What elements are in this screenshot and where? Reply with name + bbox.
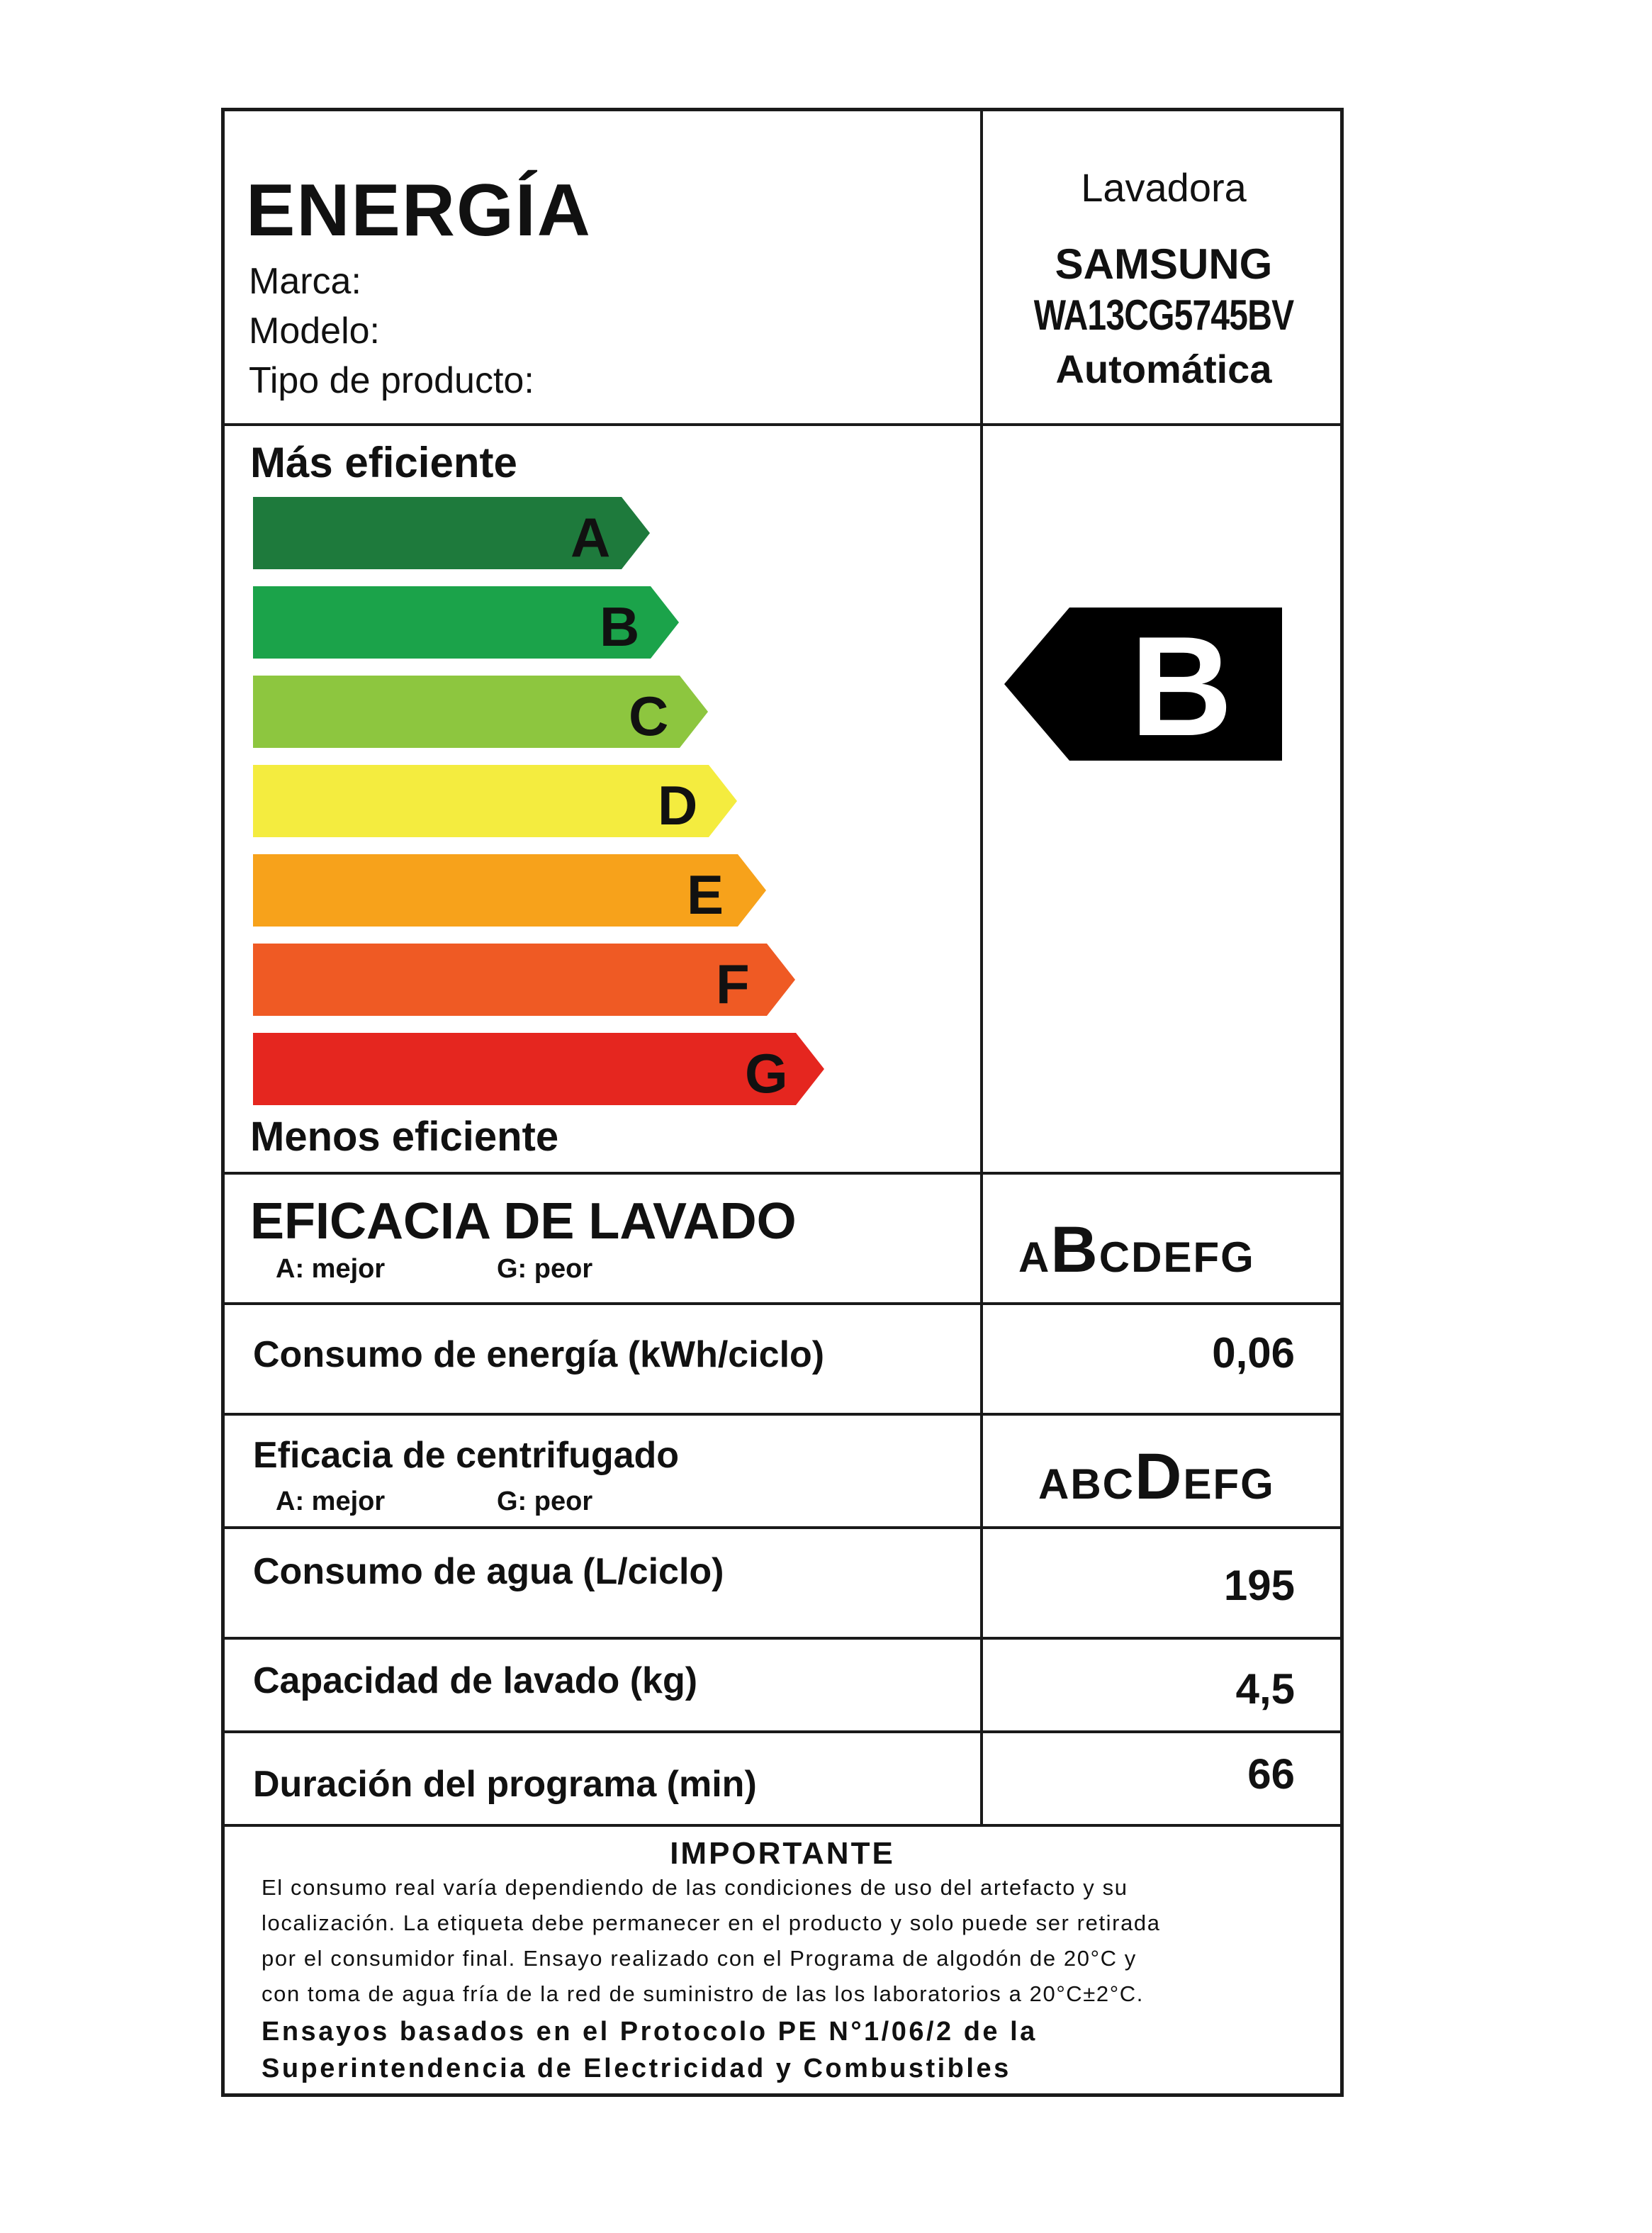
water-consumption-value: 195 xyxy=(1223,1562,1295,1609)
energy-class-letter: G xyxy=(745,1042,788,1104)
scale-bottom-label: Menos eficiente xyxy=(250,1114,559,1160)
rating-letter: B xyxy=(1130,608,1233,761)
energy-class-bar-b xyxy=(253,586,679,659)
washing-worst-note: G: peor xyxy=(497,1254,593,1284)
energy-class-letter: D xyxy=(658,774,698,836)
spin-best-note: A: mejor xyxy=(276,1487,386,1516)
spin-efficacy-scale xyxy=(1038,1440,1275,1513)
divider xyxy=(225,1824,1340,1827)
energy-class-bar-g xyxy=(253,1033,824,1105)
divider xyxy=(225,1730,1340,1733)
washing-efficacy-label: EFICACIA DE LAVADO xyxy=(250,1193,797,1250)
highlighted-class: B xyxy=(1050,1214,1099,1286)
energy-consumption-value: 0,06 xyxy=(1212,1329,1295,1377)
capacity-label: Capacidad de lavado (kg) xyxy=(253,1660,698,1701)
energy-consumption-label: Consumo de energía (kWh/ciclo) xyxy=(253,1334,825,1375)
divider xyxy=(225,1302,1340,1305)
note-line: con toma de agua fría de la red de suministro de las los laboratorios a 20°C±2°C. xyxy=(262,1981,1144,2006)
product-type-label: Tipo de producto: xyxy=(249,360,534,401)
energy-class-letter: C xyxy=(629,685,669,747)
important-title: IMPORTANTE xyxy=(670,1836,895,1871)
brand-value: SAMSUNG xyxy=(1055,240,1273,288)
energy-class-bar-e xyxy=(253,854,766,927)
energy-class-bar-f xyxy=(253,944,795,1016)
label-title: ENERGÍA xyxy=(246,169,592,252)
note-line: localización. La etiqueta debe permanecer en el producto y solo puede ser retirada xyxy=(262,1910,1161,1935)
divider xyxy=(225,1413,1340,1416)
scale-letters: ABC xyxy=(1038,1460,1135,1508)
energy-class-letter: A xyxy=(571,506,611,569)
scale-letters: CDEFG xyxy=(1098,1233,1255,1281)
energy-label xyxy=(221,108,1344,2097)
energy-class-bar-a xyxy=(253,497,650,569)
divider xyxy=(225,1526,1340,1529)
energy-class-letter: F xyxy=(716,953,750,1015)
spin-worst-note: G: peor xyxy=(497,1487,593,1516)
model-label: Modelo: xyxy=(249,310,380,352)
capacity-value: 4,5 xyxy=(1235,1665,1295,1713)
divider xyxy=(225,1637,1340,1640)
note-line: El consumo real varía dependiendo de las condiciones de uso del artefacto y su xyxy=(262,1875,1128,1900)
product-type-value: Automática xyxy=(1055,347,1272,391)
protocol-line: Ensayos basados en el Protocolo PE N°1/06/2 de la xyxy=(262,2017,1038,2047)
scale-letters: EFG xyxy=(1183,1460,1275,1508)
spin-efficacy-label: Eficacia de centrifugado xyxy=(253,1435,680,1476)
energy-class-letter: B xyxy=(600,595,640,658)
washing-efficacy-scale xyxy=(1018,1214,1255,1286)
divider xyxy=(225,423,1340,426)
protocol-line: Superintendencia de Electricidad y Combustibles xyxy=(262,2054,1011,2083)
energy-class-bar-d xyxy=(253,765,737,837)
energy-class-letter: E xyxy=(687,863,724,926)
duration-label: Duración del programa (min) xyxy=(253,1764,757,1805)
scale-letters: A xyxy=(1018,1233,1051,1281)
note-line: por el consumidor final. Ensayo realizado con el Programa de algodón de 20°C y xyxy=(262,1946,1137,1971)
divider xyxy=(225,1172,1340,1175)
brand-label: Marca: xyxy=(249,261,361,302)
energy-class-bar-c xyxy=(253,676,708,748)
duration-value: 66 xyxy=(1247,1750,1295,1798)
highlighted-class: D xyxy=(1135,1440,1184,1513)
model-value: WA13CG5745BV xyxy=(1033,291,1294,339)
rating-arrow xyxy=(1004,608,1282,764)
water-consumption-label: Consumo de agua (L/ciclo) xyxy=(253,1551,724,1592)
washing-best-note: A: mejor xyxy=(276,1254,386,1284)
product-category: Lavadora xyxy=(1081,165,1247,210)
scale-top-label: Más eficiente xyxy=(250,439,517,486)
